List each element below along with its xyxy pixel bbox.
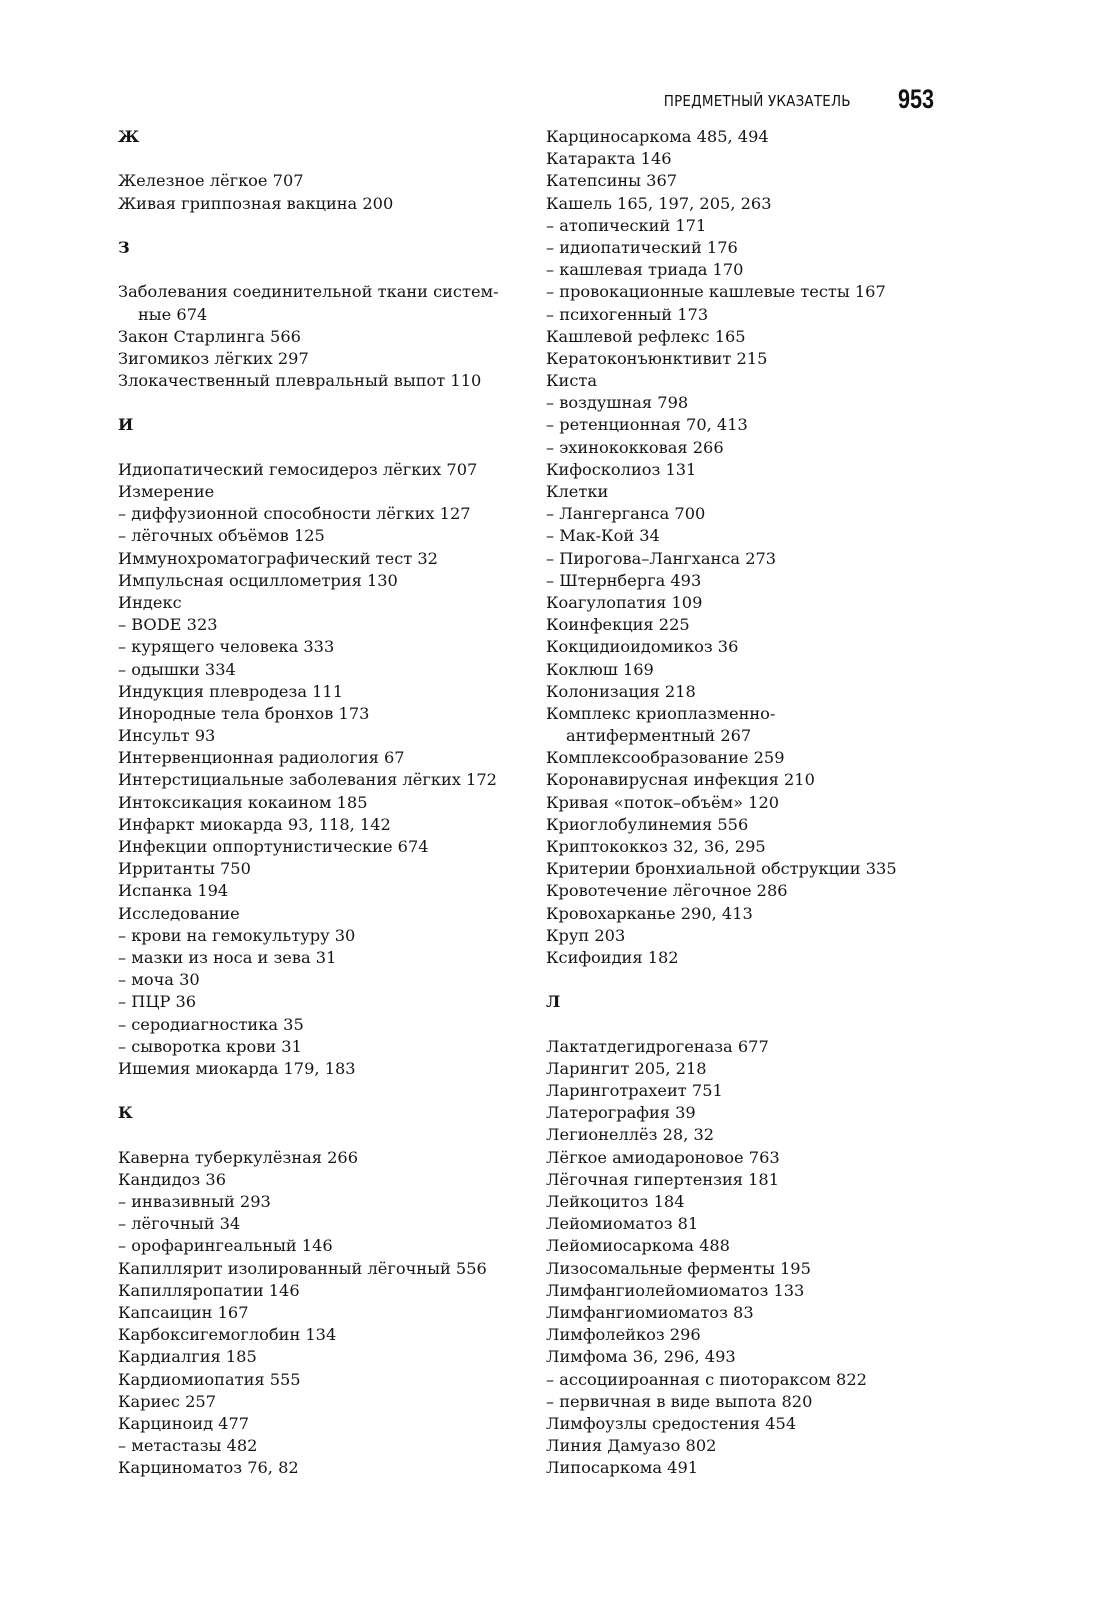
index-entry: Инсульт 93 [118, 726, 216, 746]
index-entry: Закон Старлинга 566 [118, 326, 301, 346]
index-entry: Легионеллёз 28, 32 [546, 1125, 715, 1145]
index-entry: Лёгкое амиодароновое 763 [546, 1147, 780, 1167]
index-entry: Интоксикация кокаином 185 [118, 792, 368, 812]
index-entry: Кокцидиоидомикоз 36 [546, 637, 739, 657]
index-entry: – атопический 171 [546, 215, 707, 235]
index-entry: Живая гриппозная вакцина 200 [118, 193, 394, 213]
running-title: ПРЕДМЕТНЫЙ УКАЗАТЕЛЬ [663, 92, 851, 110]
index-entry: Лейомиоматоз 81 [546, 1214, 699, 1234]
index-entry: Кифосколиоз 131 [546, 459, 697, 479]
index-entry: – одышки 334 [118, 659, 236, 679]
index-entry: – диффузионной способности лёгких 127 [118, 504, 471, 524]
index-entry: Катаракта 146 [546, 149, 672, 169]
page-number: 953 [897, 84, 934, 114]
index-entry: Железное лёгкое 707 [118, 171, 304, 191]
index-entry: Круп 203 [546, 925, 626, 945]
index-entry: – ПЦР 36 [118, 992, 197, 1012]
index-column-left [118, 126, 528, 1479]
index-entry: Инфаркт миокарда 93, 118, 142 [118, 814, 391, 834]
section-spacer [118, 1124, 528, 1146]
index-entry: Инфекции оппортунистические 674 [118, 837, 429, 856]
index-entry: – психогенный 173 [546, 304, 709, 324]
index-entry: – лёгочных объёмов 125 [118, 526, 325, 546]
index-entry: – Мак-Кой 34 [546, 526, 660, 546]
index-entry: Индекс [118, 592, 182, 612]
index-entry: Лизосомальные ферменты 195 [546, 1258, 811, 1278]
section-letter: Л [546, 992, 561, 1012]
index-entry: – провокационные кашлевые тесты 167 [546, 282, 886, 302]
index-entry: Ишемия миокарда 179, 183 [118, 1058, 356, 1078]
section-letter: И [118, 415, 134, 435]
section-spacer [118, 148, 528, 170]
index-entry: Иммунохроматографический тест 32 [118, 548, 438, 568]
index-entry-continuation: ные 674 [138, 304, 208, 324]
index-entry: – кашлевая триада 170 [546, 260, 744, 280]
section-spacer [118, 392, 528, 414]
section-spacer [546, 969, 956, 991]
index-entry: – эхинококковая 266 [546, 437, 724, 457]
index-entry: Карциносаркома 485, 494 [546, 127, 769, 146]
index-entry: – мазки из носа и зева 31 [118, 947, 337, 967]
index-entry: Карбоксигемоглобин 134 [118, 1325, 337, 1345]
index-entry: Кератоконъюнктивит 215 [546, 348, 768, 368]
index-entry: Коагулопатия 109 [546, 592, 703, 612]
index-entry: – Штернберга 493 [546, 570, 702, 590]
index-entry: Комплекс криоплазменно- [546, 703, 776, 723]
index-entry: Колонизация 218 [546, 681, 696, 701]
section-spacer [118, 437, 528, 459]
section-letter: Ж [118, 127, 140, 146]
index-entry: Линия Дамуазо 802 [546, 1436, 717, 1456]
index-entry: Капсаицин 167 [118, 1302, 249, 1322]
index-entry: – крови на гемокультуру 30 [118, 925, 356, 945]
index-entry: – ретенционная 70, 413 [546, 415, 748, 435]
index-entry: Клетки [546, 482, 609, 501]
index-entry: Ирританты 750 [118, 859, 251, 879]
index-entry: Исследование [118, 903, 240, 923]
index-entry: Кандидоз 36 [118, 1169, 227, 1189]
index-entry: Лактатдегидрогеназа 677 [546, 1036, 769, 1056]
index-entry: Капиллярит изолированный лёгочный 556 [118, 1258, 487, 1278]
index-entry: Комплексообразование 259 [546, 748, 785, 768]
index-entry: Инородные тела бронхов 173 [118, 703, 370, 723]
index-entry: Лейкоцитоз 184 [546, 1192, 685, 1211]
index-entry: Кашлевой рефлекс 165 [546, 326, 746, 346]
index-entry: – ассоциироанная с пиотораксом 822 [546, 1369, 867, 1389]
index-entry: Интервенционная радиология 67 [118, 748, 405, 768]
index-entry: Кардиалгия 185 [118, 1347, 257, 1367]
index-entry: – Пирогова–Лангханса 273 [546, 548, 777, 568]
index-entry: Измерение [118, 482, 215, 501]
index-entry: – орофарингеальный 146 [118, 1236, 333, 1256]
index-entry: Латерография 39 [546, 1103, 696, 1123]
section-letter: З [118, 237, 130, 257]
index-entry: Лёгочная гипертензия 181 [546, 1169, 780, 1189]
index-entry: Интерстициальные заболевания лёгких 172 [118, 770, 497, 790]
index-entry: Капилляропатии 146 [118, 1280, 300, 1300]
index-entry: – лёгочный 34 [118, 1214, 241, 1234]
index-entry: Ларинготрахеит 751 [546, 1081, 723, 1101]
index-entry: – первичная в виде выпота 820 [546, 1391, 813, 1411]
index-entry: Лимфолейкоз 296 [546, 1325, 701, 1345]
index-entry: Импульсная осциллометрия 130 [118, 570, 398, 590]
index-entry: – серодиагностика 35 [118, 1014, 304, 1034]
index-entry: Кариес 257 [118, 1391, 217, 1411]
index-entry: – метастазы 482 [118, 1436, 258, 1456]
section-spacer [118, 1080, 528, 1102]
index-entry: – идиопатический 176 [546, 237, 738, 257]
index-entry: Кашель 165, 197, 205, 263 [546, 193, 772, 213]
index-entry: Каверна туберкулёзная 266 [118, 1147, 359, 1167]
index-entry: – курящего человека 333 [118, 637, 335, 657]
index-entry: Критерии бронхиальной обструкции 335 [546, 859, 897, 879]
index-entry: Испанка 194 [118, 881, 229, 901]
index-entry: – инвазивный 293 [118, 1192, 271, 1211]
index-entry: Криптококкоз 32, 36, 295 [546, 837, 766, 856]
index-entry: Карциноид 477 [118, 1413, 250, 1433]
index-entry: Кардиомиопатия 555 [118, 1369, 301, 1389]
index-entry: – BODE 323 [118, 615, 218, 635]
index-entry: Коклюш 169 [546, 659, 654, 679]
index-entry: Лимфоузлы средостения 454 [546, 1413, 797, 1433]
index-entry: – сыворотка крови 31 [118, 1036, 302, 1056]
index-entry: Индукция плевродеза 111 [118, 681, 344, 701]
index-entry: Липосаркома 491 [546, 1458, 699, 1478]
index-entry: Карциноматоз 76, 82 [118, 1458, 299, 1478]
section-letter: К [118, 1103, 133, 1123]
index-entry: – моча 30 [118, 970, 200, 990]
section-spacer [118, 215, 528, 237]
index-entry: – Лангерганса 700 [546, 504, 706, 524]
index-entry: Зигомикоз лёгких 297 [118, 348, 309, 368]
index-entry: Злокачественный плевральный выпот 110 [118, 371, 482, 391]
index-entry-continuation: антиферментный 267 [566, 726, 752, 746]
index-entry: Коронавирусная инфекция 210 [546, 770, 815, 790]
section-spacer [546, 1014, 956, 1036]
index-entry: Лимфангиолейомиоматоз 133 [546, 1280, 805, 1300]
index-entry: Криоглобулинемия 556 [546, 814, 749, 834]
index-entry: Кровохарканье 290, 413 [546, 903, 753, 923]
index-entry: Лимфангиомиоматоз 83 [546, 1302, 754, 1322]
index-entry: Коинфекция 225 [546, 615, 690, 635]
index-entry: Киста [546, 371, 597, 391]
running-header [643, 84, 934, 115]
index-column-right [546, 126, 956, 1479]
index-entry: Кровотечение лёгочное 286 [546, 881, 788, 901]
section-spacer [118, 259, 528, 281]
index-entry: Лимфома 36, 296, 493 [546, 1347, 736, 1367]
index-entry: Катепсины 367 [546, 171, 678, 191]
index-entry: – воздушная 798 [546, 393, 689, 413]
index-entry: Лейомиосаркома 488 [546, 1236, 730, 1256]
index-entry: Кривая «поток–объём» 120 [546, 792, 780, 812]
index-entry: Ларингит 205, 218 [546, 1058, 707, 1078]
index-entry: Идиопатический гемосидероз лёгких 707 [118, 459, 478, 479]
index-entry: Ксифоидия 182 [546, 947, 679, 967]
index-entry: Заболевания соединительной ткани систем- [118, 282, 499, 302]
